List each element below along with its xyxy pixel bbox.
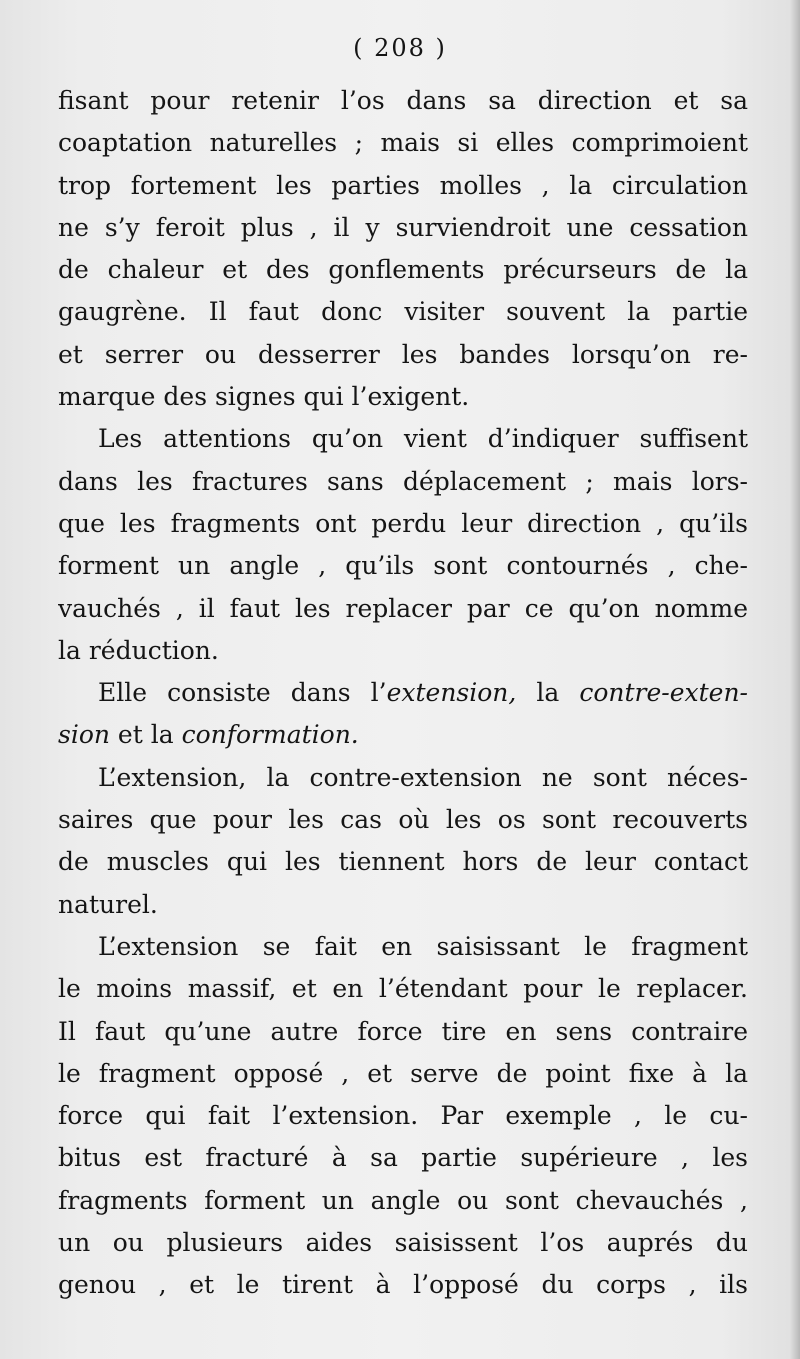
text-run: Elle consiste dans l’ xyxy=(98,678,387,708)
text-line: coaptation naturelles ; mais si elles comprimoient xyxy=(58,128,748,158)
text-line: trop fortement les parties molles , la circulation xyxy=(58,170,748,200)
text-line: forment un angle , qu’ils sont contournés , che- xyxy=(58,551,748,581)
text-line: la réduction. xyxy=(58,635,219,665)
text-line: bitus est fracturé à sa partie supérieure , les xyxy=(58,1143,748,1173)
text-line: et serrer ou desserrer les bandes lorsqu’on re- xyxy=(58,339,748,369)
text-line: le fragment opposé , et serve de point fixe à la xyxy=(58,1058,748,1088)
text-line: vauchés , il faut les replacer par ce qu’on nomme xyxy=(58,593,748,623)
text-line: fisant pour retenir l’os dans sa direction et sa xyxy=(58,86,748,115)
text-line-mixed xyxy=(58,714,748,756)
italic-term-conformation: conformation. xyxy=(181,720,359,750)
text-line: le moins massif, et en l’étendant pour le replacer. xyxy=(58,974,748,1004)
page-number: ( 208 ) xyxy=(353,34,447,62)
text-line-mixed xyxy=(58,672,748,714)
text-line: que les fragments ont perdu leur direction , qu’ils xyxy=(58,508,748,538)
text-line: naturel. xyxy=(58,889,158,919)
text-line: de chaleur et des gonflements précurseurs de la xyxy=(58,255,748,285)
text-line: L’extension, la contre-extension ne sont néces- xyxy=(98,762,748,792)
italic-term-sion: sion xyxy=(58,720,110,750)
text-line: dans les fractures sans déplacement ; mais lors- xyxy=(58,466,748,496)
text-run: la xyxy=(516,678,580,708)
text-line: saires que pour les cas où les os sont recouverts xyxy=(58,805,748,835)
text-line: un ou plusieurs aides saisissent l’os auprés du xyxy=(58,1228,748,1258)
text-line: marque des signes qui l’exigent. xyxy=(58,382,470,412)
text-line: de muscles qui les tiennent hors de leur contact xyxy=(58,847,748,877)
text-line: genou , et le tirent à l’opposé du corps , ils xyxy=(58,1270,748,1300)
text-run: et la xyxy=(109,720,182,750)
text-line: Il faut qu’une autre force tire en sens contraire xyxy=(58,1016,748,1046)
italic-term-extension: extension, xyxy=(386,678,517,708)
page-edge-shadow xyxy=(790,0,800,1359)
text-line: Les attentions qu’on vient d’indiquer suffisent xyxy=(98,424,748,454)
text-line: ne s’y feroit plus , il y surviendroit une cessation xyxy=(58,212,748,242)
text-line: gaugrène. Il faut donc visiter souvent la partie xyxy=(58,297,748,327)
body-text xyxy=(58,80,748,1307)
text-line: fragments forment un angle ou sont chevauchés , xyxy=(58,1185,748,1215)
italic-term-contre-extension: contre-exten- xyxy=(579,678,748,708)
text-line: L’extension se fait en saisissant le fragment xyxy=(98,931,748,961)
text-line: force qui fait l’extension. Par exemple , le cu- xyxy=(58,1101,748,1131)
